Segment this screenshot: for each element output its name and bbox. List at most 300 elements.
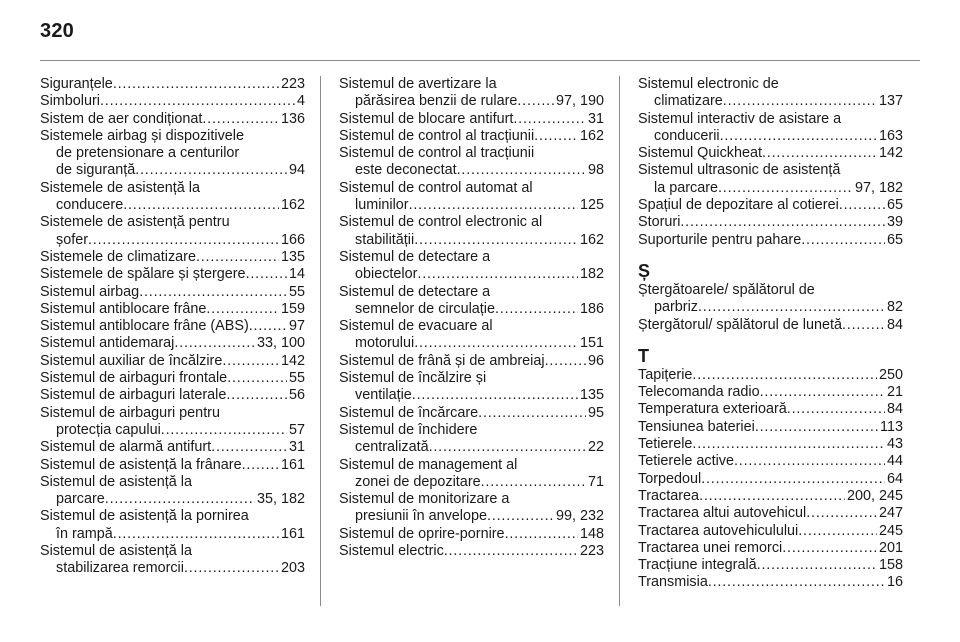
index-term: Sistemul de asistență la xyxy=(40,543,192,560)
index-term: Sistemul de control electronic al xyxy=(339,214,543,231)
dot-leader xyxy=(417,266,578,283)
page-reference[interactable]: 65 xyxy=(886,197,903,214)
index-term: ventilație xyxy=(355,387,412,404)
index-term: Sistemul de încărcare xyxy=(339,404,479,421)
index-term: Sistemul Quickheat xyxy=(638,145,762,162)
index-entry xyxy=(638,557,903,574)
index-entry-line xyxy=(339,162,604,179)
index-term: Siguranțele xyxy=(40,76,113,92)
dot-leader xyxy=(842,317,885,334)
index-entry xyxy=(40,457,305,474)
page-reference[interactable]: 136 xyxy=(280,110,305,127)
page-reference[interactable]: 95 xyxy=(587,404,604,421)
index-entry-line xyxy=(638,488,903,505)
index-entry-line xyxy=(40,197,305,214)
page-reference[interactable]: 203 xyxy=(280,560,305,577)
index-entry-line xyxy=(638,282,903,299)
page-reference[interactable]: 137 xyxy=(878,93,903,110)
index-term: Sistemul de închidere xyxy=(339,421,478,438)
index-entry-line xyxy=(40,457,305,474)
index-entry-line xyxy=(638,76,903,93)
index-term: Temperatura exterioară xyxy=(638,401,787,418)
dot-leader xyxy=(222,353,279,370)
index-entry xyxy=(638,540,903,557)
page-reference[interactable]: 57 xyxy=(288,421,305,438)
dot-leader xyxy=(513,111,586,128)
index-entry xyxy=(40,301,305,318)
index-entry xyxy=(339,145,604,180)
dot-leader xyxy=(762,145,877,162)
page-reference[interactable]: 223 xyxy=(579,543,604,560)
index-term: Sistemul antiblocare frâne (ABS) xyxy=(40,318,249,335)
index-entry-line xyxy=(40,474,305,491)
index-entry-line xyxy=(339,93,604,110)
page-reference[interactable]: 148 xyxy=(579,525,604,542)
index-entry-line xyxy=(40,439,305,456)
index-entry-line xyxy=(638,401,903,418)
index-term: Sistemul de oprire-pornire xyxy=(339,525,505,542)
index-entry-line xyxy=(638,574,903,591)
index-term: climatizare xyxy=(654,93,723,110)
index-entry-line xyxy=(638,557,903,574)
index-entry-line xyxy=(638,299,903,316)
dot-leader xyxy=(226,387,287,404)
index-entry xyxy=(638,214,903,231)
index-entry-line xyxy=(339,335,604,352)
index-entry-line xyxy=(638,214,903,231)
index-entry-line xyxy=(638,232,903,249)
page-reference[interactable]: 84 xyxy=(886,401,903,418)
index-term: zonei de depozitare xyxy=(355,473,481,490)
index-term: Transmisia xyxy=(638,574,708,591)
index-entry-line xyxy=(40,560,305,577)
page-reference[interactable]: 135 xyxy=(579,387,604,404)
index-term: Tetierele xyxy=(638,436,693,453)
page-reference[interactable]: 55 xyxy=(288,283,305,300)
index-entry xyxy=(40,111,305,128)
index-section-letter: Ș xyxy=(638,260,651,281)
page-reference[interactable]: 162 xyxy=(280,197,305,214)
index-entry-line xyxy=(40,508,305,525)
index-term: Sistemul de airbaguri frontale xyxy=(40,370,228,387)
index-entry xyxy=(638,367,903,384)
dot-leader xyxy=(105,491,255,508)
dot-leader xyxy=(734,453,885,470)
page-reference[interactable]: 162 xyxy=(579,127,604,144)
dot-leader xyxy=(246,266,287,283)
index-entry-line xyxy=(638,197,903,214)
index-entry-line xyxy=(339,370,604,387)
dot-leader xyxy=(481,474,586,491)
index-entry xyxy=(339,422,604,457)
page-reference[interactable]: 56 xyxy=(288,387,305,404)
page-number: 320 xyxy=(40,20,74,42)
page-reference[interactable]: 94 xyxy=(288,162,305,179)
dot-leader xyxy=(196,249,279,266)
dot-leader xyxy=(227,370,287,387)
dot-leader xyxy=(801,232,885,249)
page-reference[interactable]: 97, 190 xyxy=(555,93,604,110)
dot-leader xyxy=(161,422,287,439)
page-reference[interactable]: 161 xyxy=(280,525,305,542)
index-term: semnelor de circulație xyxy=(355,300,495,317)
index-term: Sistemele de asistență pentru xyxy=(40,214,230,231)
index-term: Sistemul interactiv de asistare a xyxy=(638,110,842,127)
page-reference[interactable]: 151 xyxy=(579,335,604,352)
index-entry xyxy=(339,457,604,492)
page-reference[interactable]: 125 xyxy=(579,197,604,214)
index-term: Sistemul auxiliar de încălzire xyxy=(40,352,223,369)
index-entry xyxy=(638,488,903,505)
index-entry-line xyxy=(339,353,604,370)
dot-leader xyxy=(113,76,279,93)
dot-leader xyxy=(517,93,554,110)
index-term: este deconectat xyxy=(355,162,457,179)
page-reference[interactable]: 162 xyxy=(579,231,604,248)
index-term: părăsirea benzii de rulare xyxy=(355,93,518,110)
index-entry-line xyxy=(339,301,604,318)
page-reference[interactable]: 223 xyxy=(280,76,305,92)
index-entry-line xyxy=(40,162,305,179)
index-term: luminilor xyxy=(355,197,409,214)
index-entry-line xyxy=(339,76,604,93)
dot-leader xyxy=(787,401,885,418)
dot-leader xyxy=(782,540,877,557)
index-entry-line xyxy=(638,162,903,179)
index-entry-line xyxy=(339,266,604,283)
index-entry xyxy=(638,145,903,162)
page-reference[interactable]: 97 xyxy=(288,318,305,335)
index-term: Sistemul de avertizare la xyxy=(339,76,497,92)
index-entry xyxy=(40,370,305,387)
page-reference[interactable]: 31 xyxy=(587,110,604,127)
index-entry xyxy=(638,76,903,111)
index-term: Tracțiune integrală xyxy=(638,557,757,574)
index-entry-line xyxy=(40,335,305,352)
dot-leader xyxy=(135,162,287,179)
index-term: Sistemul antidemaraj xyxy=(40,335,175,352)
page-reference[interactable]: 166 xyxy=(280,231,305,248)
index-entry-line xyxy=(638,128,903,145)
index-term: șofer xyxy=(56,231,88,248)
page-reference[interactable]: 200, 245 xyxy=(846,487,903,504)
page-reference[interactable]: 97, 182 xyxy=(854,179,903,196)
index-term: în rampă xyxy=(56,525,113,542)
index-entry xyxy=(40,180,305,215)
index-entry xyxy=(40,266,305,283)
dot-leader xyxy=(409,197,578,214)
page-reference[interactable]: 39 xyxy=(886,214,903,231)
index-entry-line xyxy=(339,214,604,231)
index-entry xyxy=(638,471,903,488)
index-term: Sistemul de control al tracțiunii xyxy=(339,145,535,162)
index-term: centralizată xyxy=(355,439,429,456)
index-entry-line xyxy=(339,439,604,456)
dot-leader xyxy=(88,232,279,249)
dot-leader xyxy=(757,557,877,574)
index-term: Sistemele de climatizare xyxy=(40,248,196,265)
dot-leader xyxy=(414,232,578,249)
index-entry-line xyxy=(40,128,305,145)
index-term: protecția capului xyxy=(56,421,161,438)
dot-leader xyxy=(680,214,885,231)
index-term: Storuri xyxy=(638,214,681,231)
index-term: Sistemul de alarmă antifurt xyxy=(40,439,212,456)
index-entry xyxy=(40,93,305,110)
index-entry-line xyxy=(339,111,604,128)
page-reference[interactable]: 71 xyxy=(587,473,604,490)
index-entry-line xyxy=(40,180,305,197)
index-entry xyxy=(339,353,604,370)
index-entry-line xyxy=(40,353,305,370)
dot-leader xyxy=(692,367,877,384)
page-reference[interactable]: 161 xyxy=(280,456,305,473)
page-reference[interactable]: 64 xyxy=(886,470,903,487)
index-entry xyxy=(40,474,305,509)
dot-leader xyxy=(113,526,279,543)
index-term: Tractarea xyxy=(638,487,700,504)
index-term: Sistemul de încălzire și xyxy=(339,370,487,387)
dot-leader xyxy=(412,387,578,404)
index-entry-line xyxy=(339,543,604,560)
index-entry xyxy=(638,453,903,470)
index-term: Tapițerie xyxy=(638,366,693,383)
index-entry xyxy=(638,436,903,453)
dot-leader xyxy=(545,353,586,370)
index-entry xyxy=(40,405,305,440)
dot-leader xyxy=(798,523,877,540)
index-column-3 xyxy=(638,76,903,592)
index-entry xyxy=(638,401,903,418)
page-reference[interactable]: 65 xyxy=(886,231,903,248)
page-reference[interactable]: 98 xyxy=(587,162,604,179)
index-entry xyxy=(638,317,903,334)
index-entry-line xyxy=(339,508,604,525)
index-term: Sistemul de airbaguri laterale xyxy=(40,387,227,404)
index-entry-line xyxy=(339,491,604,508)
index-entry-line xyxy=(339,457,604,474)
index-entry xyxy=(40,387,305,404)
index-term: Sistemul electric xyxy=(339,543,444,560)
index-term: Spațiul de depozitare al cotierei xyxy=(638,197,839,214)
index-entry xyxy=(339,318,604,353)
index-entry xyxy=(638,419,903,436)
page-reference[interactable]: 201 xyxy=(878,539,903,556)
index-entry-line xyxy=(40,76,305,93)
page-reference[interactable]: 99, 232 xyxy=(555,508,604,525)
dot-leader xyxy=(174,335,255,352)
index-entry-line xyxy=(339,197,604,214)
dot-leader xyxy=(723,93,877,110)
column-divider xyxy=(320,76,321,606)
index-entry-line xyxy=(40,387,305,404)
index-term: Sistemul de blocare antifurt xyxy=(339,110,514,127)
index-term: Ștergătoarele/ spălătorul de xyxy=(638,281,815,298)
index-entry-line xyxy=(339,526,604,543)
index-term: Sistemul antiblocare frâne xyxy=(40,300,207,317)
index-entry xyxy=(339,249,604,284)
index-entry-line xyxy=(40,214,305,231)
page-reference[interactable]: 4 xyxy=(296,93,305,110)
index-entry xyxy=(638,574,903,591)
index-term: Sistemele de asistență la xyxy=(40,179,200,196)
index-entry-line xyxy=(339,284,604,301)
dot-leader xyxy=(249,318,287,335)
index-entry xyxy=(638,162,903,197)
index-term: presiunii în anvelope xyxy=(355,508,488,525)
index-term: parcare xyxy=(56,491,105,508)
index-entry-line xyxy=(638,471,903,488)
dot-leader xyxy=(444,543,578,560)
dot-leader xyxy=(123,197,279,214)
dot-leader xyxy=(698,299,885,316)
index-entry-line xyxy=(638,384,903,401)
index-entry-line xyxy=(638,367,903,384)
index-term: Sistemele de spălare și ștergere xyxy=(40,266,246,283)
index-entry-line xyxy=(638,145,903,162)
index-entry xyxy=(40,335,305,352)
index-entry-line xyxy=(40,318,305,335)
page-reference[interactable]: 159 xyxy=(280,300,305,317)
index-entry xyxy=(40,508,305,543)
index-entry xyxy=(40,318,305,335)
page-reference[interactable]: 163 xyxy=(878,127,903,144)
index-entry-line xyxy=(339,318,604,335)
index-entry-line xyxy=(40,543,305,560)
index-entry-line xyxy=(339,128,604,145)
index-entry xyxy=(40,284,305,301)
dot-leader xyxy=(184,560,279,577)
index-entry-line xyxy=(339,232,604,249)
index-term: Sistemul de control al tracțiunii xyxy=(339,127,535,144)
index-entry-line xyxy=(638,111,903,128)
page-reference[interactable]: 96 xyxy=(587,352,604,369)
index-entry xyxy=(339,491,604,526)
index-term: de pretensionare a centurilor xyxy=(56,145,240,162)
dot-leader xyxy=(505,526,578,543)
page-reference[interactable]: 21 xyxy=(886,384,903,401)
index-term: Sistemul de detectare a xyxy=(339,283,491,300)
page-reference[interactable]: 31 xyxy=(288,439,305,456)
page-reference[interactable]: 135 xyxy=(280,248,305,265)
page-reference[interactable]: 14 xyxy=(288,266,305,283)
index-term: Tractarea altui autovehicul xyxy=(638,505,807,522)
index-entry xyxy=(638,282,903,317)
index-entry xyxy=(339,128,604,145)
index-term: Tetierele active xyxy=(638,453,734,470)
page-reference[interactable]: 44 xyxy=(886,453,903,470)
dot-leader xyxy=(701,471,885,488)
page-reference[interactable]: 22 xyxy=(587,439,604,456)
index-term: Sistemul de evacuare al xyxy=(339,318,493,335)
index-entry-line xyxy=(40,405,305,422)
page-reference[interactable]: 113 xyxy=(880,418,903,435)
index-entry-line xyxy=(638,540,903,557)
index-entry-line xyxy=(40,93,305,110)
index-term: Sistemul de asistență la xyxy=(40,473,192,490)
index-entry xyxy=(40,128,305,180)
page-reference[interactable]: 43 xyxy=(886,436,903,453)
index-entry xyxy=(339,370,604,405)
index-term: Tensiunea bateriei xyxy=(638,418,755,435)
page-reference[interactable]: 182 xyxy=(579,266,604,283)
index-term: Sistemul de monitorizare a xyxy=(339,491,510,508)
index-entry xyxy=(638,232,903,249)
page-reference[interactable]: 245 xyxy=(878,522,903,539)
index-term: la parcare xyxy=(654,179,718,196)
index-column-1 xyxy=(40,76,305,578)
index-entry-line xyxy=(339,422,604,439)
index-entry-line xyxy=(638,419,903,436)
index-entry-line xyxy=(40,266,305,283)
index-entry-line xyxy=(40,249,305,266)
index-term: Sistemul de management al xyxy=(339,456,518,473)
index-entry-line xyxy=(638,505,903,522)
page-reference[interactable]: 33, 100 xyxy=(256,335,305,352)
page-reference[interactable]: 186 xyxy=(579,300,604,317)
index-entry-line xyxy=(638,453,903,470)
index-term: Sistemul de asistență la frânare xyxy=(40,456,242,473)
index-term: parbriz xyxy=(654,299,698,316)
index-term: Sistem de aer condiționat xyxy=(40,110,203,127)
index-entry-line xyxy=(339,405,604,422)
index-entry-line xyxy=(40,370,305,387)
page-reference[interactable]: 142 xyxy=(878,145,903,162)
dot-leader xyxy=(478,405,586,422)
page-reference[interactable]: 250 xyxy=(878,366,903,383)
dot-leader xyxy=(495,301,578,318)
dot-leader xyxy=(534,128,578,145)
page-reference[interactable]: 16 xyxy=(886,574,903,591)
index-term: Sistemul airbag xyxy=(40,283,140,300)
index-entry xyxy=(339,405,604,422)
index-term: Sistemul electronic de xyxy=(638,76,779,92)
index-entry xyxy=(638,384,903,401)
index-entry-line xyxy=(40,145,305,162)
index-entry-line xyxy=(638,436,903,453)
index-entry xyxy=(339,111,604,128)
index-term: Simboluri xyxy=(40,93,100,110)
index-term: Sistemul de frână și de ambreiaj xyxy=(339,352,545,369)
index-term: Sistemele airbag și dispozitivele xyxy=(40,127,244,144)
page-reference[interactable]: 247 xyxy=(878,505,903,522)
index-entry-line xyxy=(40,526,305,543)
page-reference[interactable]: 82 xyxy=(886,299,903,316)
index-entry-line xyxy=(339,145,604,162)
index-entry xyxy=(638,505,903,522)
page-reference[interactable]: 142 xyxy=(280,352,305,369)
index-entry-line xyxy=(638,93,903,110)
index-entry-line xyxy=(40,422,305,439)
dot-leader xyxy=(414,335,578,352)
index-term: Sistemul de detectare a xyxy=(339,248,491,265)
page-reference[interactable]: 35, 182 xyxy=(256,491,305,508)
page-reference[interactable]: 55 xyxy=(288,370,305,387)
index-entry-line xyxy=(339,180,604,197)
dot-leader xyxy=(139,284,287,301)
index-entry xyxy=(339,284,604,319)
dot-leader xyxy=(718,180,853,197)
index-entry-line xyxy=(40,111,305,128)
index-entry xyxy=(40,249,305,266)
index-entry xyxy=(339,526,604,543)
index-term: Sistemul de control automat al xyxy=(339,179,533,196)
page-reference[interactable]: 158 xyxy=(878,557,903,574)
index-entry xyxy=(339,76,604,111)
page-reference[interactable]: 84 xyxy=(886,316,903,333)
index-term: obiectelor xyxy=(355,266,418,283)
dot-leader xyxy=(839,197,885,214)
